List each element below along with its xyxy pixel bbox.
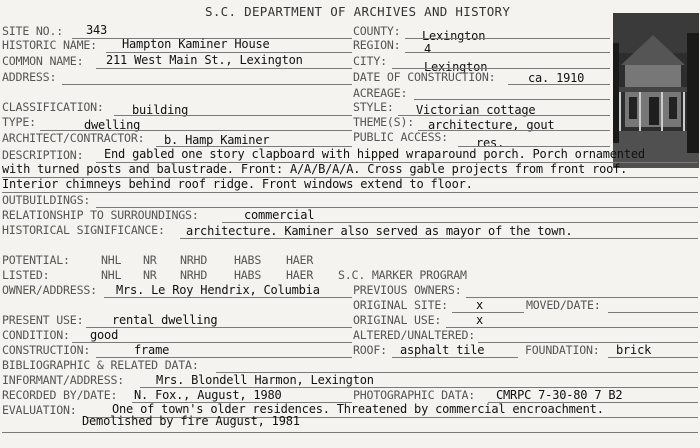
demolished-note: Demolished by fire August, 1981 [82,414,300,428]
historic-name-value: Hampton Kaminer House [122,37,270,51]
recorded-by-label: RECORDED BY/DATE: [2,388,118,402]
recorded-by-value: N. Fox., August, 1980 [134,388,282,402]
county-value: Lexington [422,29,486,43]
historical-significance-line [180,238,698,239]
historical-significance-value: architecture. Kaminer also served as mayor of the town. [186,224,573,238]
evaluation-value: One of town's older residences. Threatened by commercial encroachment. [112,402,604,416]
moved-date-line [608,312,698,313]
relationship-value: commercial [244,208,315,222]
common-name-value: 211 West Main St., Lexington [106,53,303,67]
outbuildings-label: OUTBUILDINGS: [2,193,91,207]
common-name-label: COMMON NAME: [2,54,84,68]
type-label: TYPE: [2,115,36,129]
county-line [405,38,610,39]
original-site-value: x [476,298,484,312]
photographic-data-value: CMRPC 7-30-80 7 B2 [496,388,623,402]
date-of-construction-value: ca. 1910 [528,71,585,85]
date-of-construction-label: DATE OF CONSTRUCTION: [353,70,496,84]
original-use-label: ORIGINAL USE: [353,313,442,327]
date-of-construction-line [508,84,610,85]
listed-label: LISTED: [2,268,50,282]
construction-value: frame [134,343,170,357]
original-use-line [446,327,698,328]
owner-address-line [104,297,352,298]
roof-label: ROOF: [353,343,387,357]
themes-value: architecture, gout [428,118,555,132]
form-title: S.C. DEPARTMENT OF ARCHIVES AND HISTORY [205,4,511,19]
owner-address-label: OWNER/ADDRESS: [2,283,97,297]
style-line [398,115,610,116]
classification-label: CLASSIFICATION: [2,100,104,114]
public-access-label: PUBLIC ACCESS: [353,130,448,144]
listed-haer: HAER [286,268,314,282]
present-use-line [86,327,352,328]
region-value: 4 [424,42,432,56]
original-site-line [452,312,524,313]
altered-unaltered-label: ALTERED/UNALTERED: [353,328,476,342]
description-rule-3 [2,192,698,193]
potential-nhl: NHL [101,253,122,267]
description-line-2: with turned posts and balustrade. Front: A/A/B/A/A. Cross gable projects from front roof. [2,162,628,176]
present-use-label: PRESENT USE: [2,313,84,327]
acreage-label: ACREAGE: [353,86,408,100]
marker-program-label: S.C. MARKER PROGRAM [338,268,467,282]
region-line [405,52,610,53]
potential-label: POTENTIAL: [2,253,70,267]
city-value: Lexington [424,60,488,74]
description-line-1: End gabled one story clapboard with hipped wraparound porch. Porch ornamented [104,147,645,161]
themes-label: THEME(S): [353,115,415,129]
foundation-label: FOUNDATION: [525,343,600,357]
historical-significance-label: HISTORICAL SIGNIFICANCE: [2,223,165,237]
type-value: dwelling [84,118,141,132]
listed-habs: HABS [234,268,262,282]
evaluation-line-2 [2,432,698,433]
roof-line [392,357,518,358]
photographic-data-label: PHOTOGRAPHIC DATA: [353,388,476,402]
condition-value: good [90,328,119,342]
present-use-value: rental dwelling [112,313,218,327]
region-label: REGION: [353,38,401,52]
description-label: DESCRIPTION: [2,148,84,162]
listed-nr: NR [143,268,157,282]
previous-owners-label: PREVIOUS OWNERS: [353,283,462,297]
architect-value: b. Hamp Kaminer [164,133,270,147]
original-site-label: ORIGINAL SITE: [353,298,448,312]
potential-habs: HABS [234,253,262,267]
house-photo [613,13,699,168]
listed-nrhd: NRHD [180,268,208,282]
classification-value: building [132,103,189,117]
relationship-line [222,222,698,223]
owner-address-value: Mrs. Le Roy Hendrix, Columbia [116,283,320,297]
relationship-label: RELATIONSHIP TO SURROUNDINGS: [2,208,199,222]
historic-name-label: HISTORIC NAME: [2,38,97,52]
description-line-3: Interior chimneys behind roof ridge. Front windows extend to floor. [2,177,473,191]
informant-value: Mrs. Blondell Harmon, Lexington [156,373,374,387]
classification-line [114,115,352,116]
roof-value: asphalt tile [400,343,485,357]
acreage-line [414,99,610,100]
condition-line [72,342,352,343]
architect-label: ARCHITECT/CONTRACTOR: [2,131,145,145]
bibliographic-label: BIBLIOGRAPHIC & RELATED DATA: [2,358,199,372]
city-label: CITY: [353,54,387,68]
informant-label: INFORMANT/ADDRESS: [2,373,125,387]
evaluation-label: EVALUATION: [2,403,77,417]
site-no-label: SITE NO.: [2,24,64,38]
county-label: COUNTY: [353,24,401,38]
address-label: ADDRESS: [2,70,57,84]
style-label: STYLE: [353,100,394,114]
public-access-value: res. [476,136,505,150]
moved-date-label: MOVED/DATE: [526,298,601,312]
style-value: Victorian cottage [416,103,536,117]
condition-label: CONDITION: [2,328,70,342]
site-no-value: 343 [86,23,108,37]
potential-nrhd: NRHD [180,253,208,267]
house-photo-image [613,13,699,168]
common-name-line [96,68,352,69]
original-use-value: x [476,313,484,327]
foundation-line [608,357,698,358]
construction-label: CONSTRUCTION: [2,343,91,357]
foundation-value: brick [616,343,652,357]
potential-haer: HAER [286,253,314,267]
address-line [62,84,352,85]
potential-nr: NR [143,253,157,267]
city-line [392,68,610,69]
listed-nhl: NHL [101,268,122,282]
